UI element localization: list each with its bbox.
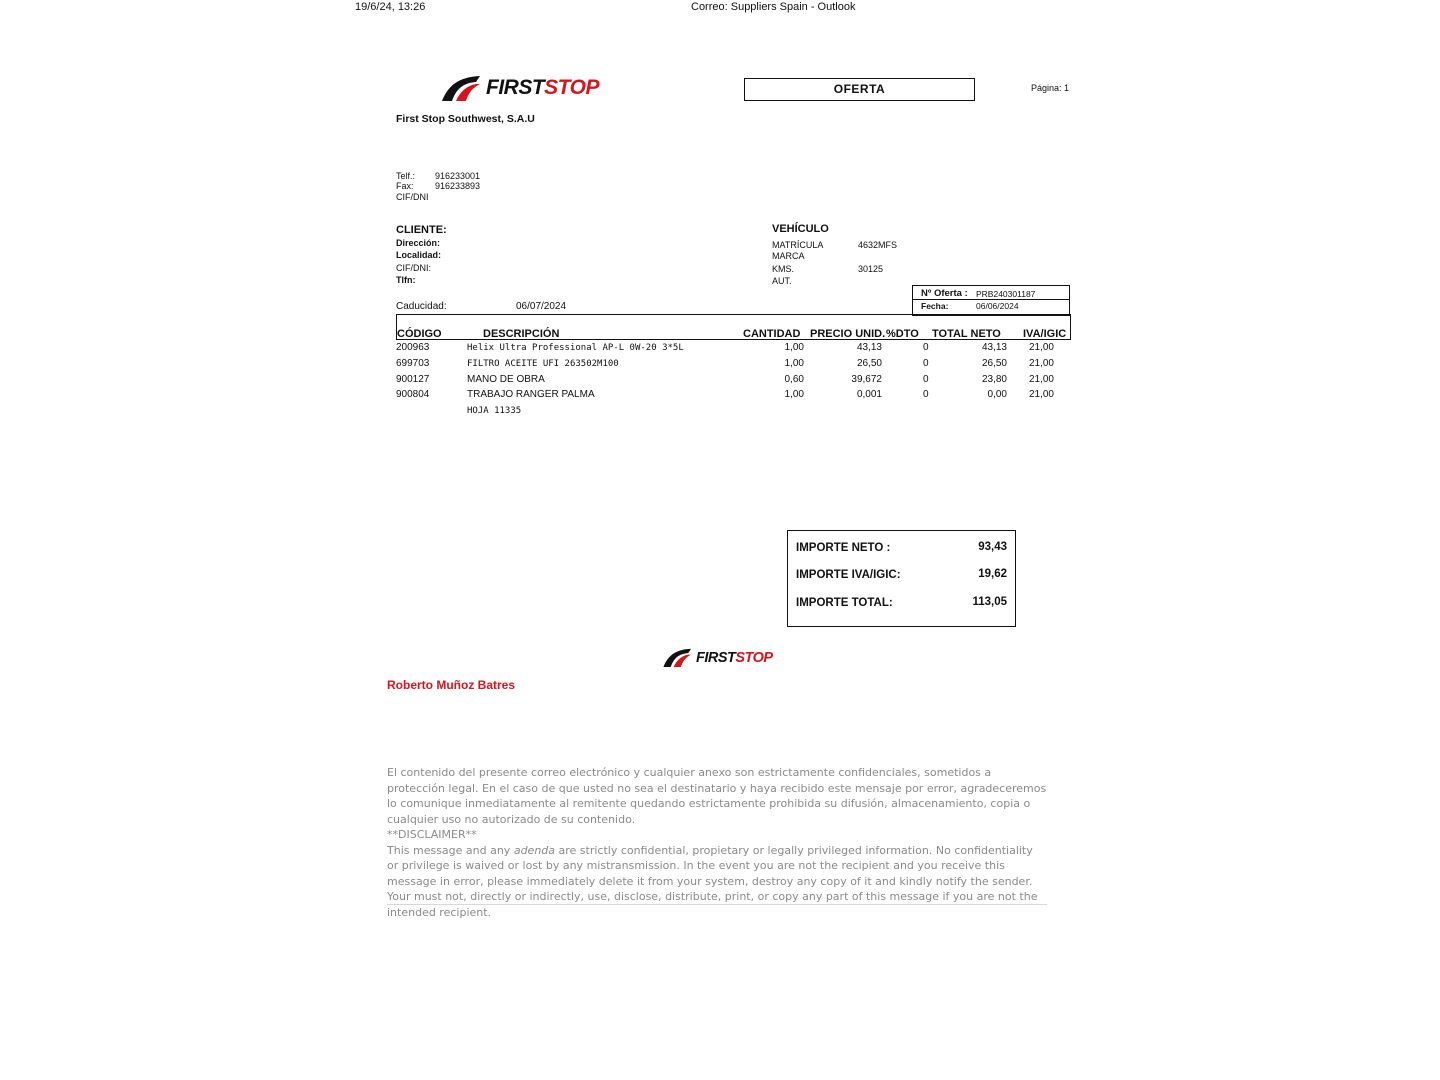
offer-number: PRB240301187 [976, 289, 1036, 299]
row-codigo: 900804 [396, 389, 430, 400]
total-neto-label: IMPORTE NETO : [796, 542, 891, 554]
disclaimer-en-pre: This message and any [387, 843, 514, 857]
th-descripcion: DESCRIPCIÓN [483, 328, 560, 340]
row-iva: 21,00 [1028, 389, 1054, 400]
client-localidad: Localidad: [396, 250, 442, 260]
firststop-logo-mark-icon [440, 74, 484, 102]
row-cantidad: 1,00 [784, 358, 804, 369]
matricula-value: 4632MFS [858, 240, 898, 250]
disclaimer-heading: **DISCLAIMER** [387, 828, 477, 841]
tel-label: Telf.: [396, 171, 416, 181]
disclaimer-en [387, 843, 1047, 921]
row-codigo: 900127 [396, 374, 430, 385]
total-total-label: IMPORTE TOTAL: [796, 597, 893, 609]
row-dto: 0 [923, 342, 929, 353]
page-number: Página: 1 [1031, 83, 1070, 93]
total-iva-value: 19,62 [978, 568, 1007, 580]
th-dto: %DTO [886, 328, 919, 340]
client-cif: CIF/DNI: [396, 263, 431, 273]
row-total: 43,13 [981, 342, 1007, 353]
signature-logo-mark-icon [662, 647, 694, 668]
document-type-box: OFERTA [744, 78, 975, 101]
disclaimer-en-post: are strictly confidential, propietary or legally privileged information. No confidentiality or privilege is waived or lost by any mistransmission. In the event you are not the recipient and you receive this message in error, please immediately delete it from your system, destroy any copy of it and kindly notify the sender. Your must not, directly or indirectly, use, disclose, distribute, print, or copy any part of this message if you are not the intended recipient. [387, 843, 1038, 919]
cif-label: CIF/DNI [396, 192, 429, 202]
caducidad-label: Caducidad: [396, 301, 447, 312]
offer-date-label: Fecha: [921, 301, 949, 311]
offer-number-label: Nº Oferta : [921, 288, 968, 299]
client-direccion: Dirección: [396, 238, 441, 248]
company-name: First Stop Southwest, S.A.U [396, 113, 535, 125]
vehicle-title: VEHÍCULO [772, 223, 829, 235]
matricula-label: MATRÍCULA [772, 240, 824, 250]
totals-box [787, 530, 1016, 627]
total-neto-value: 93,43 [978, 541, 1007, 553]
row-cantidad: 1,00 [784, 342, 804, 353]
row-descripcion: FILTRO ACEITE UFI 263502M100 [467, 359, 619, 369]
row-iva: 21,00 [1028, 342, 1054, 353]
offer-date: 06/06/2024 [976, 301, 1019, 311]
row-precio: 0,001 [856, 389, 882, 400]
row-dto: 0 [923, 358, 929, 369]
fax-label: Fax: [396, 181, 414, 191]
row-precio: 26,50 [856, 358, 882, 369]
total-total-value: 113,05 [972, 596, 1007, 608]
caducidad-value: 06/07/2024 [516, 301, 567, 312]
row-dto: 0 [923, 389, 929, 400]
tel-value: 916233001 [435, 171, 481, 181]
disclaimer-es: El contenido del presente correo electrónico y cualquier anexo son estrictamente confidenciales, sometidos a protección legal. En el caso de que usted no sea el destinatario y haya recibido este mensaje por error, agradeceremos lo comunique inmediatamente al remitente quedando estrictamente prohibida su difusión, almacenamiento, copia o cualquier uso no autorizado de su contenido. [387, 766, 1047, 826]
row-precio: 39,672 [851, 374, 882, 385]
signature-name: Roberto Muñoz Batres [387, 678, 516, 692]
th-total: TOTAL NETO [932, 328, 1001, 340]
row-dto: 0 [923, 374, 929, 385]
total-iva-label: IMPORTE IVA/IGIC: [796, 569, 901, 581]
logo-stop-text: STOP [544, 76, 599, 99]
th-iva: IVA/IGIC [1023, 328, 1067, 340]
disclaimer-divider [387, 904, 1047, 905]
disclaimer [387, 765, 1047, 920]
row-codigo: 200963 [396, 342, 430, 353]
th-codigo: CÓDIGO [397, 328, 442, 340]
sig-logo-stop-text: STOP [735, 649, 773, 666]
logo-first-text: FIRST [486, 76, 545, 99]
items-table-header [396, 314, 1071, 340]
client-tlfn: Tlfn: [396, 275, 416, 285]
row-total: 0,00 [987, 389, 1007, 400]
row-descripcion: Helix Ultra Professional AP-L 0W-20 3*5L [467, 343, 684, 353]
row-iva: 21,00 [1028, 358, 1054, 369]
row-codigo: 699703 [396, 358, 430, 369]
row-total: 23,80 [981, 374, 1007, 385]
table-note: HOJA 11335 [467, 406, 522, 416]
aut-label: AUT. [772, 276, 792, 286]
row-precio: 43,13 [856, 342, 882, 353]
th-cantidad: CANTIDAD [743, 328, 801, 340]
firststop-logo [440, 74, 599, 102]
row-descripcion: MANO DE OBRA [467, 374, 545, 385]
print-datetime: 19/6/24, 13:26 [355, 1, 426, 13]
offer-box [912, 285, 1070, 316]
marca-label: MARCA [772, 251, 805, 261]
fax-value: 916233893 [435, 181, 481, 191]
row-total: 26,50 [981, 358, 1007, 369]
row-cantidad: 1,00 [784, 389, 804, 400]
row-cantidad: 0,60 [784, 374, 804, 385]
sig-logo-first-text: FIRST [696, 649, 736, 666]
kms-value: 30125 [858, 264, 884, 274]
th-precio: PRECIO UNID. [810, 328, 886, 340]
disclaimer-en-em: adenda [513, 843, 556, 857]
row-iva: 21,00 [1028, 374, 1054, 385]
kms-label: KMS. [772, 264, 795, 274]
client-title: CLIENTE: [396, 224, 447, 236]
print-title: Correo: Suppliers Spain - Outlook [691, 1, 856, 13]
signature-logo [662, 647, 773, 668]
row-descripcion: TRABAJO RANGER PALMA [467, 389, 595, 400]
